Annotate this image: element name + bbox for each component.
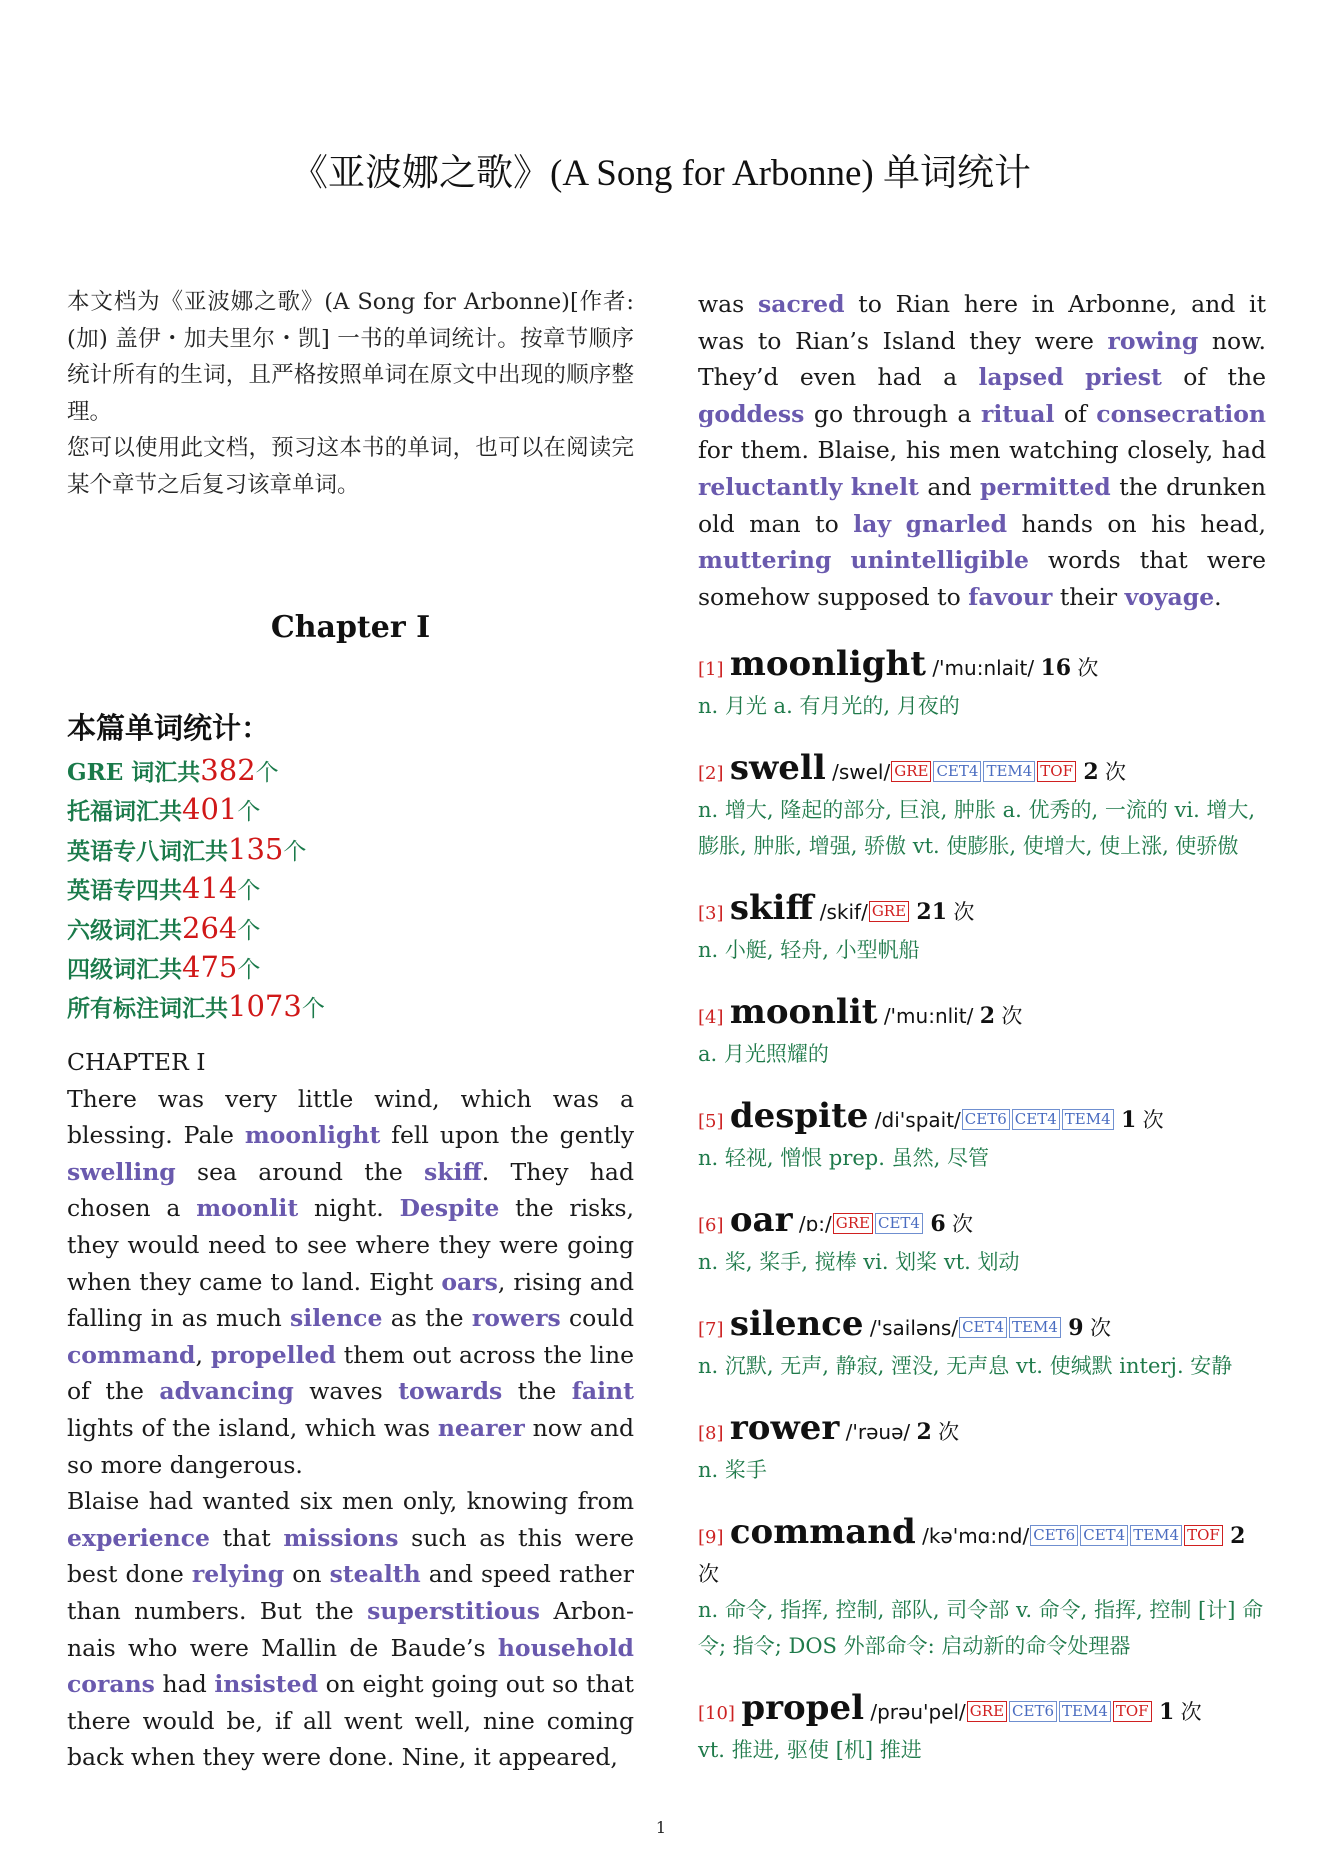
exam-tag-badge: TEM4 (1059, 1701, 1111, 1722)
highlighted-word: sacred (757, 290, 845, 318)
stat-line (67, 988, 634, 1027)
stat-line (67, 752, 634, 791)
word-entry (698, 890, 1266, 968)
word-entry (698, 1514, 1266, 1664)
entry-phonetic: /kə'mɑ:nd/ (922, 1524, 1030, 1548)
entry-definition: n. 轻视, 憎恨 prep. 虽然, 尽管 (698, 1146, 989, 1170)
text-paragraph: Blaise had wanted six men only, knowing from experience that missions such as this were best done relying on stealth and speed rather than numbers. But the superstitious Arbonnais who were Mallin de Baude’s household corans had insisted on eight going out so that there would be, if all went well, nine coming back when they were done. Nine, it appeared, (67, 1487, 634, 1772)
highlighted-word: stealth (329, 1560, 421, 1589)
highlighted-word: unintelligible (850, 546, 1029, 575)
chapter-text-left (67, 1044, 634, 1776)
entry-definition: n. 小艇, 轻舟, 小型帆船 (698, 938, 920, 962)
exam-tag-badge: CET4 (933, 761, 981, 782)
highlighted-word: permitted (980, 472, 1111, 501)
highlighted-word: lay (853, 509, 892, 538)
entry-count-unit: 次 (1077, 656, 1099, 680)
highlighted-word: household (497, 1633, 634, 1662)
highlighted-word: towards (398, 1377, 503, 1406)
stat-unit: 个 (237, 799, 261, 826)
highlighted-word: lapsed (978, 363, 1064, 392)
entry-index: [1] (698, 659, 724, 680)
entry-word: rower (729, 1408, 840, 1448)
entry-index: [3] (698, 903, 724, 924)
entry-word: silence (729, 1304, 864, 1344)
highlighted-word: superstitious (367, 1596, 541, 1625)
exam-tag-badge: CET4 (1080, 1525, 1128, 1546)
word-entry (698, 646, 1266, 724)
entry-word: command (729, 1512, 916, 1552)
highlighted-word: faint (571, 1377, 634, 1406)
highlighted-word: moonlit (196, 1194, 299, 1223)
entry-definition: vt. 推进, 驱使 [机] 推进 (698, 1738, 922, 1762)
stat-count: 135 (228, 831, 284, 866)
highlighted-word: muttering (698, 546, 832, 575)
highlighted-word: moonlight (244, 1121, 381, 1150)
entry-word: skiff (729, 888, 814, 928)
highlighted-word: gnarled (905, 509, 1008, 538)
entry-index: [10] (698, 1703, 735, 1724)
highlighted-word: reluctantly (698, 472, 843, 501)
highlighted-word: propelled (210, 1340, 336, 1369)
entry-head (698, 646, 1266, 688)
stat-line (67, 831, 634, 870)
entry-count: 2 (916, 1419, 932, 1445)
word-entry (698, 1690, 1266, 1768)
chapter-text-right (698, 286, 1266, 615)
stats-title: 本篇单词统计： (67, 711, 271, 745)
word-entry (698, 1098, 1266, 1176)
entry-definition: n. 沉默, 无声, 静寂, 湮没, 无声息 vt. 使缄默 interj. 安静 (698, 1354, 1233, 1378)
stat-count: 401 (182, 792, 238, 827)
exam-tag-badge: CET6 (1030, 1525, 1078, 1546)
highlighted-word: command (67, 1340, 196, 1369)
page-number: 1 (655, 1818, 667, 1837)
entry-definition: a. 月光照耀的 (698, 1042, 829, 1066)
entry-count: 16 (1040, 655, 1072, 681)
exam-tag-badge: TEM4 (983, 761, 1035, 782)
stat-count: 382 (200, 753, 256, 787)
intro-section (67, 284, 634, 503)
stat-count: 264 (182, 910, 238, 945)
entry-count: 2 (979, 1003, 995, 1029)
stat-line (67, 791, 634, 830)
entry-head (698, 1410, 1266, 1452)
entry-head (698, 750, 1266, 792)
stat-label: 所有标注词汇共 (67, 995, 228, 1023)
entry-count: 9 (1068, 1315, 1084, 1341)
entry-count-unit: 次 (952, 1212, 974, 1236)
exam-tag-badge: CET4 (875, 1213, 923, 1234)
highlighted-word: advancing (159, 1377, 294, 1406)
exam-tag-badge: CET4 (959, 1317, 1007, 1338)
entry-definition: n. 增大, 隆起的部分, 巨浪, 肿胀 a. 优秀的, 一流的 vi. 增大, 膨胀, 肿胀, 增强, 骄傲 vt. 使膨胀, 使增大, 使上涨, 使骄傲 (698, 798, 1256, 858)
stat-unit: 个 (283, 838, 307, 865)
entry-index: [6] (698, 1215, 724, 1236)
entry-definition: n. 桨手 (698, 1458, 767, 1482)
highlighted-word: nearer (437, 1413, 525, 1442)
highlighted-word: Despite (399, 1194, 500, 1223)
stat-label: 托福词汇共 (67, 798, 182, 826)
exam-tag-badge: TEM4 (1130, 1525, 1182, 1546)
entry-count-unit: 次 (1089, 1316, 1111, 1340)
entry-phonetic: /di'spait/ (874, 1108, 961, 1132)
stat-line (67, 870, 634, 909)
highlighted-word: skiff (424, 1157, 482, 1186)
entry-index: [4] (698, 1007, 724, 1028)
word-entry (698, 1306, 1266, 1384)
chapter-heading: Chapter I (270, 610, 431, 645)
exam-tag-badge: GRE (833, 1213, 873, 1234)
word-entry (698, 994, 1266, 1072)
highlighted-word: experience (67, 1523, 210, 1552)
entry-word: moonlight (729, 644, 926, 684)
exam-tag-badge: TOF (1184, 1525, 1223, 1546)
entry-phonetic: /ɒ:/ (798, 1212, 832, 1236)
entry-count-unit: 次 (698, 1562, 719, 1586)
highlighted-word: rowers (471, 1304, 561, 1333)
document-title: 《亚波娜之歌》(A Song for Arbonne) 单词统计 (291, 153, 1031, 194)
entry-definition: n. 月光 a. 有月光的, 月夜的 (698, 694, 960, 718)
entry-word: oar (729, 1200, 793, 1240)
entry-word: swell (729, 748, 826, 788)
entry-word: despite (729, 1096, 869, 1136)
stat-label: 六级词汇共 (67, 916, 182, 944)
entry-phonetic: /skif/ (819, 900, 868, 924)
entry-head (698, 1514, 1266, 1592)
entry-index: [7] (698, 1319, 724, 1340)
intro-paragraph-2: 您可以使用此文档，预习这本书的单词，也可以在阅读完某个章节之后复习该章单词。 (67, 435, 634, 498)
stat-count: 414 (182, 871, 238, 906)
stat-count: 475 (182, 950, 238, 985)
exam-tag-badge: TEM4 (1009, 1317, 1061, 1338)
entry-count: 2 (1230, 1523, 1246, 1549)
stat-unit: 个 (301, 996, 325, 1023)
highlighted-word: insisted (214, 1670, 319, 1699)
intro-paragraph-1: 本文档为《亚波娜之歌》(A Song for Arbonne)[作者: (加) 盖伊・加夫里尔・凯] 一书的单词统计。按章节顺序统计所有的生词，且严格按照单词在原文中出现的顺序整理。 (67, 289, 634, 425)
vocab-stats (67, 708, 634, 1028)
entry-definition: n. 桨, 桨手, 搅棒 vi. 划桨 vt. 划动 (698, 1250, 1020, 1274)
entry-head (698, 1306, 1266, 1348)
entry-count-unit: 次 (1142, 1108, 1164, 1132)
highlighted-word: goddess (698, 399, 805, 428)
stat-label: 英语专八词汇共 (67, 837, 228, 865)
highlighted-word: ritual (980, 399, 1055, 428)
stat-line (67, 910, 634, 949)
entry-phonetic: /swel/ (832, 760, 891, 784)
entry-word: propel (741, 1688, 864, 1728)
highlighted-word: knelt (850, 472, 919, 501)
entry-phonetic: /prəu'pel/ (870, 1700, 966, 1724)
entry-index: [2] (698, 763, 724, 784)
entry-definition: n. 命令, 指挥, 控制, 部队, 司令部 v. 命令, 指挥, 控制 [计] 命令; 指令; DOS 外部命令: 启动新的命令处理器 (698, 1598, 1264, 1658)
highlighted-word: priest (1085, 363, 1162, 392)
highlighted-word: rowing (1107, 326, 1199, 355)
stat-label: 英语专四共 (67, 877, 182, 905)
highlighted-word: oars (441, 1267, 498, 1296)
exam-tag-badge: CET4 (1012, 1109, 1060, 1130)
entry-index: [5] (698, 1111, 724, 1132)
text-paragraph: was sacred to Rian here in Arbonne, and it was to Rian’s Island they were rowing now. They’d even had a lapsed priest of the goddess go through a ritual of consecration for them. Blaise, his men watching closely, had reluctantly knelt and permitted the drunken old man to lay gnarled hands on his head, muttering unintelligible words that were somehow supposed to favour their voyage. (698, 290, 1267, 611)
entry-index: [9] (698, 1527, 724, 1548)
entry-head (698, 1098, 1266, 1140)
exam-tag-badge: CET6 (1009, 1701, 1057, 1722)
highlighted-word: voyage (1124, 582, 1215, 611)
entry-phonetic: /'mu:nlit/ (883, 1004, 974, 1028)
entry-word: moonlit (729, 992, 878, 1032)
highlighted-word: swelling (67, 1157, 176, 1186)
highlighted-word: consecration (1096, 399, 1266, 428)
stat-unit: 个 (255, 760, 279, 786)
entry-count: 1 (1120, 1107, 1137, 1133)
exam-tag-badge: TEM4 (1062, 1109, 1114, 1130)
entry-count: 21 (916, 899, 948, 925)
exam-tag-badge: GRE (891, 761, 931, 782)
stat-unit: 个 (237, 957, 261, 984)
stat-label: 四级词汇共 (67, 956, 182, 984)
highlighted-word: silence (290, 1304, 383, 1333)
stat-count: 1073 (228, 989, 302, 1024)
stat-line (67, 949, 634, 988)
highlighted-word: corans (67, 1670, 155, 1699)
stat-unit: 个 (237, 878, 261, 905)
entry-head (698, 1202, 1266, 1244)
entry-count: 6 (930, 1211, 946, 1237)
entry-head (698, 1690, 1266, 1732)
entry-count: 2 (1083, 759, 1099, 785)
highlighted-word: missions (283, 1523, 399, 1552)
exam-tag-badge: TOF (1113, 1701, 1152, 1722)
entry-count-unit: 次 (953, 900, 975, 924)
stat-unit: 个 (237, 917, 261, 944)
exam-tag-badge: CET6 (962, 1109, 1010, 1130)
entry-index: [8] (698, 1423, 724, 1444)
word-entry-list (698, 646, 1266, 1794)
exam-tag-badge: TOF (1037, 761, 1076, 782)
word-entry (698, 1202, 1266, 1280)
exam-tag-badge: GRE (869, 901, 909, 922)
highlighted-word: relying (191, 1560, 285, 1589)
entry-count-unit: 次 (1001, 1004, 1023, 1028)
entry-count-unit: 次 (938, 1420, 960, 1444)
text-paragraph: There was very little wind, which was a blessing. Pale moonlight fell upon the gently swelling sea around the skiff. They had chosen a moonlit night. Despite the risks, they would need to see where they were going when they came to land. Eight oars, rising and falling in as much silence as the rowers could command, propelled them out across the line of the advancing waves towards the faint lights of the island, which was nearer now and so more dangerous. (67, 1084, 634, 1479)
entry-head (698, 890, 1266, 932)
highlighted-word: favour (968, 582, 1053, 611)
entry-count-unit: 次 (1105, 760, 1127, 784)
entry-phonetic: /'rəuə/ (845, 1420, 911, 1444)
stat-label: GRE 词汇共 (67, 759, 201, 786)
word-entry (698, 750, 1266, 864)
exam-tag-badge: GRE (967, 1701, 1007, 1722)
entry-head (698, 994, 1266, 1036)
chapter-label: CHAPTER I (67, 1048, 206, 1076)
entry-phonetic: /'sailəns/ (869, 1316, 959, 1340)
word-entry (698, 1410, 1266, 1488)
entry-count-unit: 次 (1180, 1700, 1202, 1724)
entry-phonetic: /'mu:nlait/ (932, 656, 1035, 680)
entry-count: 1 (1158, 1699, 1175, 1725)
